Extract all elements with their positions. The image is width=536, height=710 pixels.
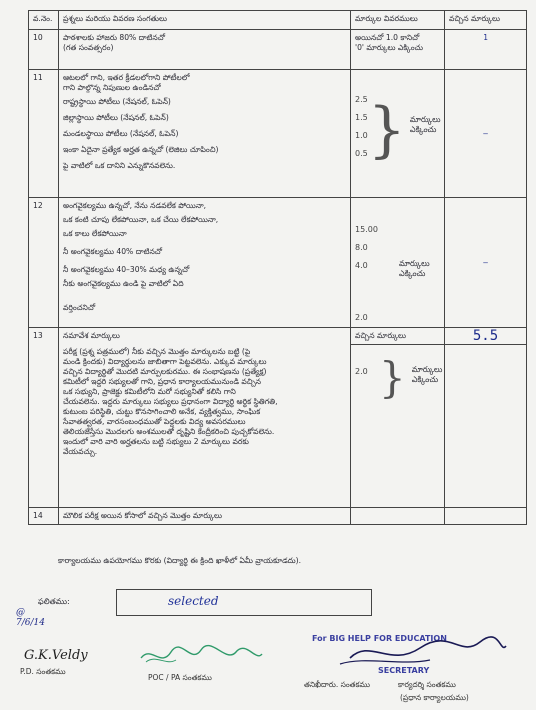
marks-label: ఎక్కించు	[399, 269, 426, 278]
pd-signature: G.K.Veldy	[24, 648, 88, 663]
table-row	[29, 508, 527, 525]
question-line: గాని పాల్గొన్న నిపుణుల ఉండినచో	[63, 83, 161, 92]
awarded-marks	[445, 508, 527, 525]
header-marks-detail: మార్కుల వివరములు	[351, 11, 445, 30]
question-line: మండి క్రిందకు) విద్యార్థులను జాబితాగా పెట్టవలెను. ఎక్కువ మార్కులు	[63, 357, 267, 366]
question-line: కమిటీలో ఇద్దరి సభ్యులతో గాని, ప్రధాన కార్యాలయమునుండి వచ్చిన	[63, 377, 261, 386]
row-number: 13	[29, 328, 59, 508]
question-line: నీ అంగవైకల్యము 40% దాటినచో	[63, 247, 163, 256]
marks-label: ఎక్కించు	[409, 125, 437, 134]
table-row	[29, 328, 527, 508]
question-line: వచ్చిన విద్యార్థితో మొదటి మార్పులకురము. ఈ సంభాషణను (ప్రత్యేక్ష)	[63, 367, 267, 376]
marks-value: 4.0	[355, 261, 368, 270]
header-awarded: వచ్చిన మార్కులు	[445, 11, 527, 30]
secretary-signature-label: కార్యదర్శి సంతకము	[398, 680, 456, 689]
marks-value: 2.5	[355, 95, 368, 104]
question-line: (గత సంవత్సరం)	[63, 43, 114, 52]
marks-table	[28, 10, 527, 525]
marks-value: 0.5	[355, 149, 368, 158]
table-row	[29, 70, 527, 198]
row-marks-detail	[351, 70, 445, 198]
marks-value: 1.0	[355, 131, 368, 140]
question-line: చేయవలెను. ఇద్దరు మార్కులు సభ్యులు ప్రధానంగా విద్యార్థి అర్థిక స్థితిగతి,	[63, 397, 278, 406]
question-line: పాఠశాలకు హాజరు 80% దాటినచో	[63, 33, 166, 42]
question-line: ఇందులో వారి వారి అర్హతలను బట్టి సభ్యులు 2 మార్కులు వరకు	[63, 437, 249, 446]
question-line: నీ అంగవైకల్యము 40–30% మధ్య ఉన్నచో	[63, 265, 190, 274]
question-line: వేయవచ్చు.	[63, 447, 98, 456]
marks-value: 2.0	[355, 313, 368, 322]
table-header-row	[29, 11, 527, 30]
row-number: 10	[29, 30, 59, 70]
stamp-line-2: SECRETARY	[378, 666, 430, 675]
awarded-marks: 5.5	[445, 328, 526, 345]
question-line: మండలస్థాయి పోటీలు (నేషనల్, ఓపెన్)	[63, 129, 179, 138]
result-label: ఫలితము:	[38, 597, 70, 606]
row-number: 11	[29, 70, 59, 198]
question-line: వర్తించనిచో	[63, 303, 96, 312]
question-line: పరీక్ష (ప్రశ్న పత్రములో) నీకు వచ్చిన మొత్తం మార్కులను బట్టి (పై	[63, 347, 251, 356]
question-line: అంగవైకల్యము ఉన్నచో, నేను నడవలేక పోయినా,	[63, 201, 207, 210]
header-no: వ.నెం.	[29, 11, 59, 30]
marks-line: '0' మార్కులు ఎక్కించు	[355, 43, 423, 52]
row-marks-detail	[351, 328, 445, 508]
row-marks-detail	[351, 198, 445, 328]
question-line: తెలియజేస్తేసు మొదలగు అంశములతో దృష్టిని కేంద్రీకరించి పుచ్చకోవలెను.	[63, 427, 275, 436]
row-question	[59, 508, 351, 525]
row-question	[59, 328, 351, 508]
question-line: కుటుంబ పరిస్థితి, చుట్టు కొనసాగించాలి అనేక, వ్యక్తిత్వము, సాంఘిక	[63, 407, 261, 416]
row-title: నమావేశ మార్కులు	[63, 331, 120, 340]
row-question	[59, 198, 351, 328]
pd-signature-label: P.D. సంతకము	[20, 667, 66, 676]
stamp-line-1: For BIG HELP FOR EDUCATION	[312, 634, 447, 643]
awarded-marks: —	[445, 70, 527, 198]
question-line: ఒక కాలు లేకపోయినా	[63, 229, 127, 238]
question-line: ఆటలలో గాని, ఇతర క్రీడలలోగాని పోటీలలో	[63, 73, 190, 82]
table-row	[29, 198, 527, 328]
marks-subheader: వచ్చిన మార్కులు	[351, 328, 444, 345]
question-line: పై వాటిలో ఒక దానిని ఎన్నుకొనవలెను.	[63, 161, 176, 170]
row-marks-detail	[351, 30, 445, 70]
row-number: 12	[29, 198, 59, 328]
brace-icon: }	[367, 95, 406, 165]
head-office-label: (ప్రధాన కార్యాలయము)	[400, 693, 469, 702]
row-awarded	[445, 328, 527, 508]
question-line: ఒక కంటి చూపు లేకపోయినా, ఒక చేయి లేకపోయినా,	[63, 215, 219, 224]
result-box	[116, 589, 372, 616]
question-line: మౌలిక పరీక్ష అయిన కోసాలో వచ్చిన మొత్తం మార్కులు	[63, 511, 222, 520]
question-line: సేవాతత్వరత, వారసంబంధముతో పెద్దలకు విద్య అవసరములు	[63, 417, 246, 426]
question-line: నీకు అంగవైకల్యము ఉండి పై వాటిలో ఏది	[63, 279, 184, 288]
row-marks-detail	[351, 508, 445, 525]
row-number: 14	[29, 508, 59, 525]
question-line: ఇంకా ఏదైనా ప్రత్యేక అర్హత ఉన్నచో (లెజిలు చూపించి)	[63, 145, 219, 154]
marks-label: మార్కులు	[411, 365, 443, 374]
handwritten-date: @ 7/6/14	[16, 608, 45, 628]
marks-value: 15.00	[355, 225, 378, 234]
result-value: selected	[168, 594, 219, 608]
awarded-marks: —	[445, 198, 527, 328]
row-question	[59, 30, 351, 70]
marks-value: 8.0	[355, 243, 368, 252]
row-question	[59, 70, 351, 198]
member-signature-label: తనిఖీదారు. సంతకము	[304, 680, 370, 689]
marks-value: 1.5	[355, 113, 368, 122]
poc-signature-label: POC / PA సంతకము	[148, 673, 212, 682]
question-line: రాష్ట్రస్థాయి పోటీలు (నేషనల్, ఓపెన్)	[63, 97, 171, 106]
marks-line: అయినచో 1.0 కానిచో	[355, 33, 420, 42]
question-line: ఒక సభ్యుని, ప్రాజెక్టు కమిటీలోని మరో సభ్యునితో కలిసి గాని	[63, 387, 236, 396]
question-line: జిల్లాస్థాయి పోటీలు (నేషనల్, ఓపెన్)	[63, 113, 169, 122]
marks-value: 2.0	[355, 367, 368, 376]
office-use-note: కార్యాలయము ఉపయోగము కొరకు (విద్యార్థి ఈ క్రింది ఖాళీలో ఏమీ వ్రాయకూడదు).	[58, 556, 302, 565]
brace-icon: }	[379, 353, 406, 402]
table-row	[29, 30, 527, 70]
poc-signature-icon	[136, 640, 266, 670]
marks-label: ఎక్కించు	[411, 375, 439, 384]
header-question: ప్రశ్నలు మరియు వివరణ సంగతులు	[59, 11, 351, 30]
marks-label: మార్కులు	[409, 115, 441, 124]
awarded-marks: 1	[445, 30, 527, 70]
marks-label: మార్కులు	[399, 259, 430, 268]
